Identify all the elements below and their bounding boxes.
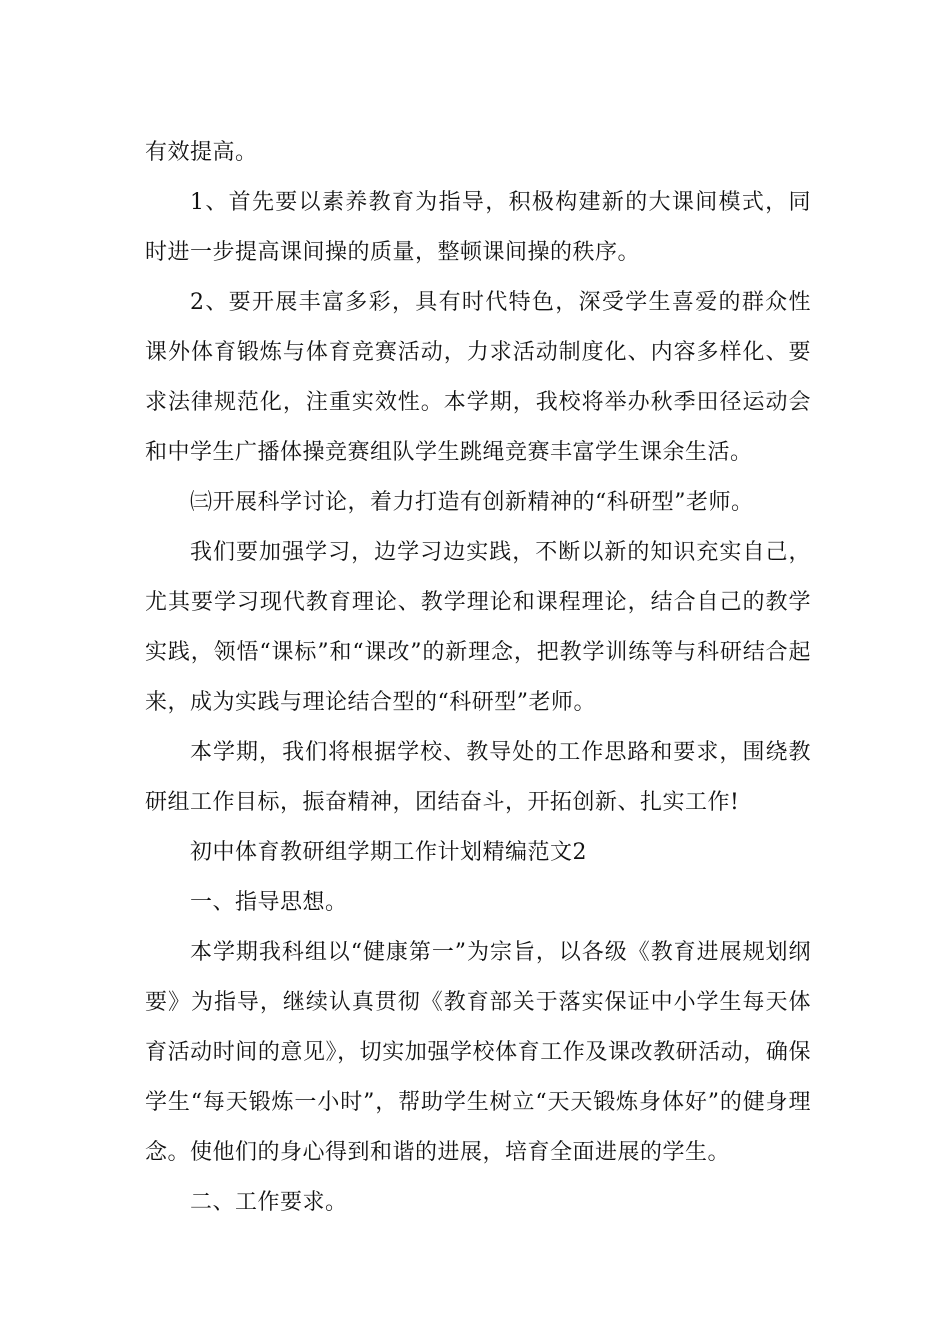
document-body (145, 128, 811, 1228)
document-subtitle: 初中体育教研组学期工作计划精编范文2 (190, 840, 587, 865)
paragraph-guiding-ideology: 本学期我科组以“健康第一”为宗旨，以各级《教育进展规划纲要》为指导，继续认真贯彻《教育部关于落实保证中小学生每天体育活动时间的意见》，切实加强学校体育工作及课改教研活动，确保学生“每天锻炼一小时”，帮助学生树立“天天锻炼身体好”的健身理念。使他们的身心得到和谐的进展，培育全面进展的学生。 (145, 940, 811, 1165)
heading-work-requirements: 二、工作要求。 (190, 1190, 348, 1215)
paragraph-item-1: 1、首先要以素养教育为指导，积极构建新的大课间模式，同时进一步提高课间操的质量，整顿课间操的秩序。 (145, 190, 811, 265)
paragraph-section-3: ㈢开展科学讨论，着力打造有创新精神的“科研型”老师。 (190, 490, 754, 515)
paragraph-item-2: 2、要开展丰富多彩，具有时代特色，深受学生喜爱的群众性课外体育锻炼与体育竞赛活动，力求活动制度化、内容多样化、要求法律规范化，注重实效性。本学期，我校将举办秋季田径运动会和中学生广播体操竞赛组队学生跳绳竞赛丰富学生课余生活。 (145, 290, 811, 465)
paragraph-continuation: 有效提高。 (145, 140, 258, 165)
paragraph-study: 我们要加强学习，边学习边实践，不断以新的知识充实自己，尤其要学习现代教育理论、教学理论和课程理论，结合自己的教学实践，领悟“课标”和“课改”的新理念，把教学训练等与科研结合起来，成为实践与理论结合型的“科研型”老师。 (145, 540, 811, 715)
paragraph-semester: 本学期，我们将根据学校、教导处的工作思路和要求，围绕教研组工作目标，振奋精神，团结奋斗，开拓创新、扎实工作! (145, 740, 811, 815)
heading-guiding-ideology: 一、指导思想。 (190, 890, 348, 915)
